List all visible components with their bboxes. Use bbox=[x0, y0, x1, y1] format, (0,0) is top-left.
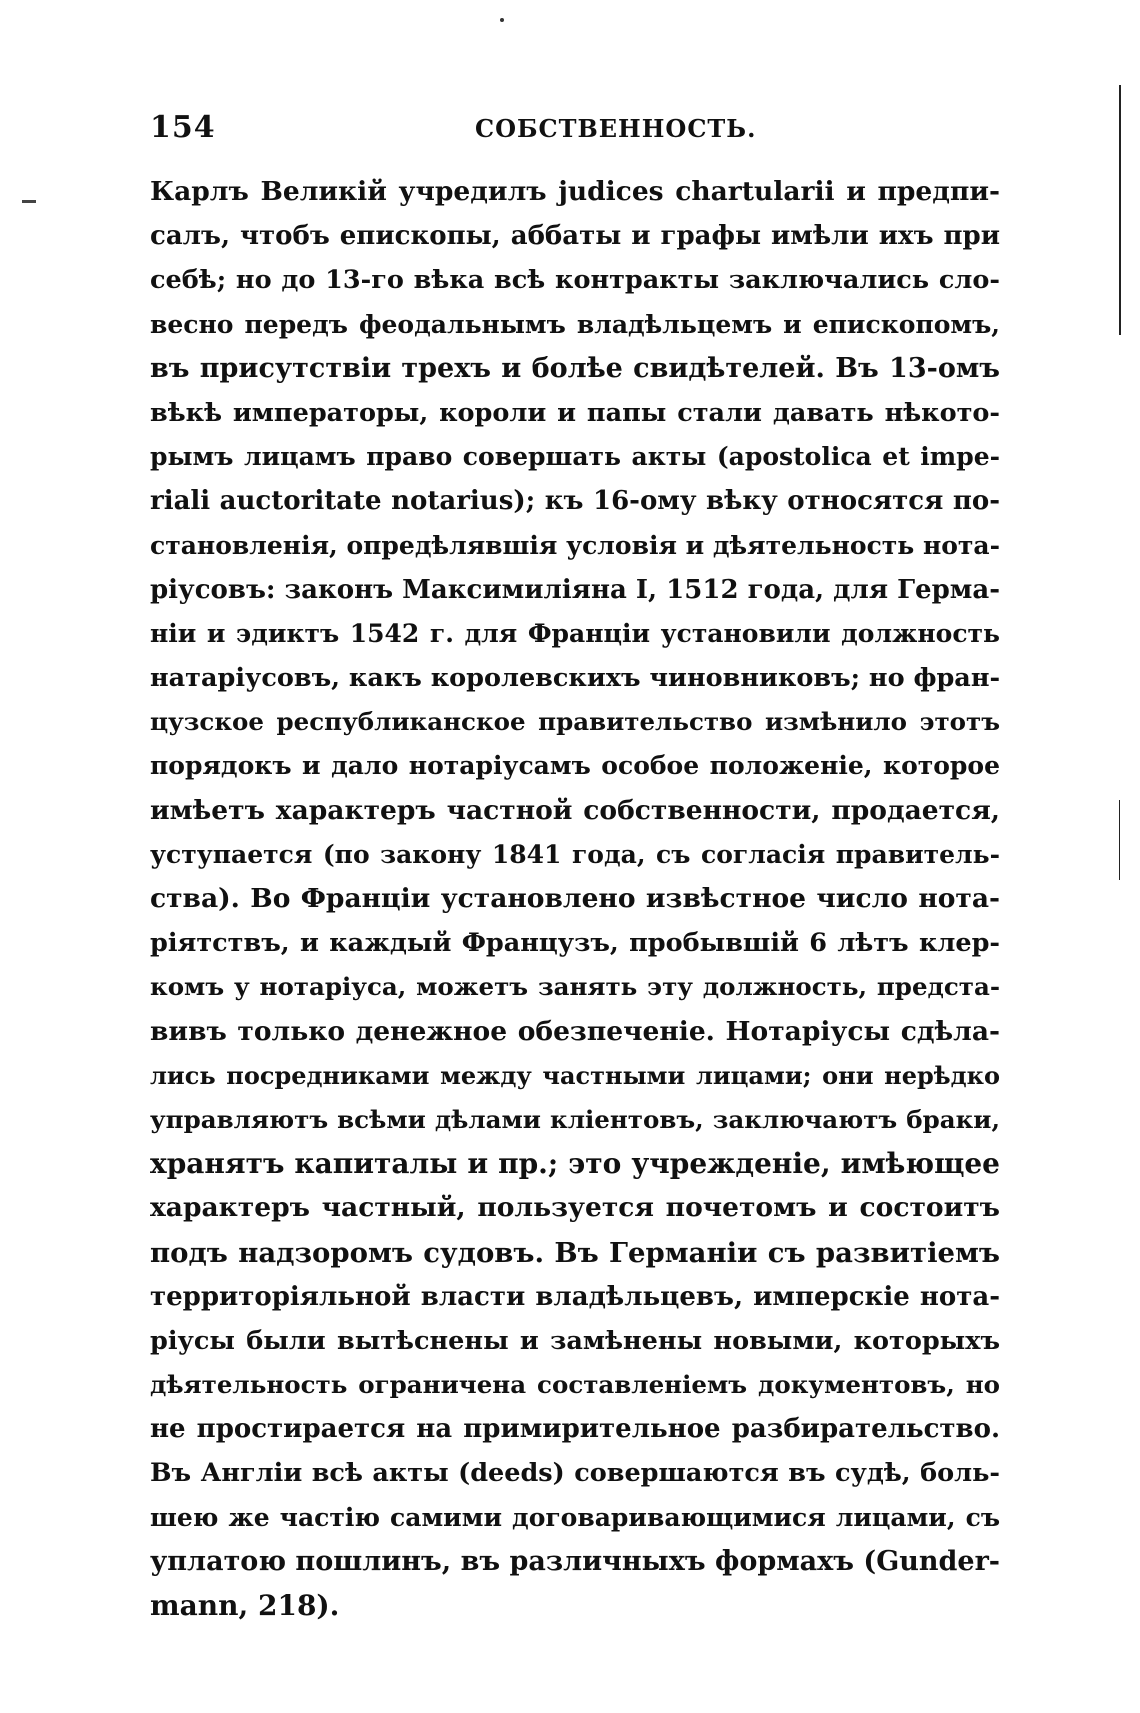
text-line: ріусовъ: законъ Максимиліяна I, 1512 года, для Герма- bbox=[150, 574, 1000, 605]
page-number: 154 bbox=[150, 110, 216, 145]
text-line: становленія, опредѣлявшія условія и дѣятельность нота- bbox=[150, 530, 1000, 560]
scan-speck bbox=[500, 18, 504, 22]
text-line: порядокъ и дало нотаріусамъ особое положеніе, которое bbox=[150, 751, 1000, 781]
body-text bbox=[150, 170, 1000, 1628]
text-line: шею же частію самими договаривающимися лицами, съ bbox=[150, 1502, 1000, 1532]
text-line: комъ у нотаріуса, можетъ занять эту должность, предста- bbox=[150, 972, 1000, 1002]
text-line: не простирается на примирительное разбирательство. bbox=[150, 1414, 1000, 1445]
text-line: себѣ; но до 13-го вѣка всѣ контракты заключались сло- bbox=[150, 265, 1000, 296]
text-line: вивъ только денежное обезпеченіе. Нотаріусы сдѣла- bbox=[150, 1015, 1000, 1047]
text-line: подъ надзоромъ судовъ. Въ Германіи съ развитіемъ bbox=[150, 1236, 1000, 1269]
text-line: Карлъ Великій учредилъ judices chartularii и предпи- bbox=[150, 176, 1000, 207]
text-line: ріятствъ, и каждый Французъ, пробывшій 6 лѣтъ клер- bbox=[150, 928, 1000, 959]
text-line-last: mann, 218). bbox=[150, 1589, 340, 1622]
scan-margin-rule bbox=[1119, 800, 1120, 880]
text-line: riali auctoritate notarius); къ 16-ому вѣку относятся по- bbox=[150, 486, 1000, 517]
text-line: имѣетъ характеръ частной собственности, продается, bbox=[150, 794, 1000, 826]
text-line: лись посредниками между частными лицами; они нерѣдко bbox=[150, 1060, 1000, 1090]
scan-mark bbox=[22, 200, 36, 203]
text-line: территоріяльной власти владѣльцевъ, имперскіе нота- bbox=[150, 1281, 1000, 1312]
text-line: характеръ частный, пользуется почетомъ и состоитъ bbox=[150, 1192, 1000, 1224]
scan-margin-rule bbox=[1119, 85, 1121, 335]
text-line: натаріусовъ, какъ королевскихъ чиновниковъ; но фран- bbox=[150, 663, 1001, 694]
text-line: ства). Во Франціи установлено извѣстное число нота- bbox=[150, 883, 1000, 914]
text-line: ніи и эдиктъ 1542 г. для Франціи установили должность bbox=[150, 618, 1000, 648]
text-line: Въ Англіи всѣ акты (deeds) совершаются въ судѣ, боль- bbox=[150, 1458, 1000, 1489]
text-line: цузское республиканское правительство измѣнило этотъ bbox=[150, 707, 1000, 737]
text-line: уступается (по закону 1841 года, съ согласія правитель- bbox=[150, 839, 1000, 869]
text-line: рымъ лицамъ право совершать акты (apostolica et impe- bbox=[150, 442, 1000, 472]
page-header bbox=[150, 110, 1000, 150]
running-title: СОБСТВЕННОСТЬ. bbox=[475, 114, 757, 143]
text-line: хранятъ капиталы и пр.; это учрежденіе, имѣющее bbox=[150, 1147, 1000, 1181]
text-line: весно передъ феодальнымъ владѣльцемъ и епископомъ, bbox=[150, 309, 1000, 339]
text-line: вѣкѣ императоры, короли и папы стали давать нѣкото- bbox=[150, 397, 1000, 428]
text-line: салъ, чтобъ епископы, аббаты и графы имѣли ихъ при bbox=[150, 221, 1000, 252]
text-line: ріусы были вытѣснены и замѣнены новыми, которыхъ bbox=[150, 1325, 1000, 1356]
text-line: въ присутствіи трехъ и болѣе свидѣтелей. Въ 13-омъ bbox=[150, 352, 1000, 384]
text-line: дѣятельность ограничена составленіемъ документовъ, но bbox=[150, 1370, 1000, 1400]
text-line: управляютъ всѣми дѣлами кліентовъ, заключаютъ браки, bbox=[150, 1104, 1000, 1134]
text-line: уплатою пошлинъ, въ различныхъ формахъ (Gunder- bbox=[150, 1545, 1000, 1577]
